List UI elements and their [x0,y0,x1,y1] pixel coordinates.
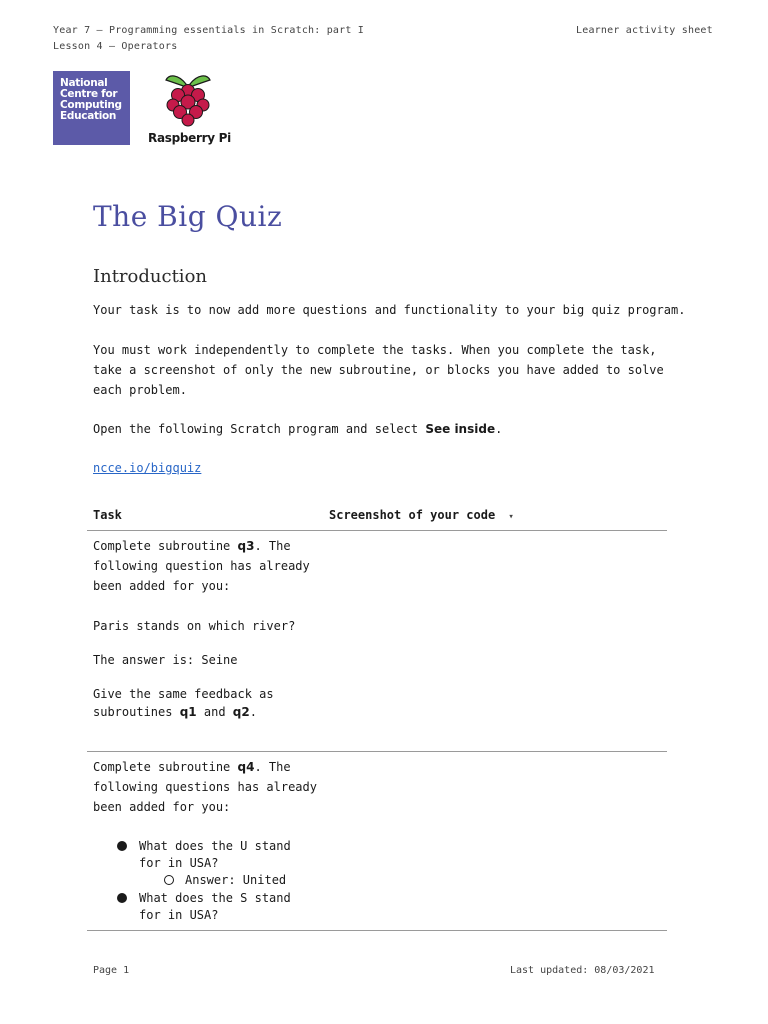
row1-feedback-line-2 [93,703,323,721]
row2-line-1 [93,757,323,777]
dropdown-arrow-icon: ▾ [508,512,514,522]
sub-list-item: Answer: United [185,873,287,887]
row1-text: Complete subroutine [93,539,238,553]
raspberry-pi-icon [160,70,216,128]
row2-line-2: following questions has already [93,780,317,794]
table-header-screenshot[interactable] [329,508,514,522]
header-course: Year 7 – Programming essentials in Scratch: part I [53,25,365,36]
row2-line-3: been added for you: [93,800,231,814]
row1-feedback-line-1: Give the same feedback as [93,687,274,701]
list-item-line: What does the S stand [139,891,291,905]
row2-text: . The [254,760,291,774]
ncce-logo-line: National [60,77,108,89]
row1-answer: The answer is: Seine [93,653,238,667]
raspberry-pi-label: Raspberry Pi [148,131,231,145]
row1-line-3: been added for you: [93,579,231,593]
table-bottom-divider [87,930,667,931]
row2-text: Complete subroutine [93,760,238,774]
table-row [93,757,323,817]
intro-paragraph-2-line: You must work independently to complete the tasks. When you complete the task, [93,343,657,357]
subroutine-name: q3 [237,539,255,553]
ncce-logo-line: Centre for [60,88,118,100]
list-item-line: for in USA? [139,908,219,922]
intro-paragraph-3-suffix: . [495,422,503,436]
intro-paragraph-2-line: each problem. [93,383,187,397]
subroutine-name: q1 [179,705,197,719]
bullet-disc-icon [117,841,127,851]
row1-text: subroutines [93,705,180,719]
intro-paragraph-1: Your task is to now add more questions and functionality to your big quiz program. [93,303,686,317]
row1-text: . [249,705,257,719]
header-lesson: Lesson 4 – Operators [53,41,178,52]
see-inside-text: See inside [425,422,496,436]
row1-line-1 [93,536,323,556]
list-item-line: What does the U stand [139,839,291,853]
list-item-line: for in USA? [139,856,219,870]
row1-text: and [196,705,233,719]
table-row-divider [87,751,667,752]
intro-paragraph-2 [93,340,693,400]
ncce-logo-line: Computing [60,99,122,111]
section-heading-introduction: Introduction [93,266,207,287]
ncce-logo [53,71,130,145]
table-row [93,536,323,721]
list-item [139,890,291,924]
header-sheet-type: Learner activity sheet [576,25,713,36]
subroutine-name: q4 [237,760,255,774]
last-updated: Last updated: 08/03/2021 [510,965,655,976]
intro-paragraph-3-prefix: Open the following Scratch program and select [93,422,426,436]
page-title: The Big Quiz [93,200,283,233]
row1-line-2: following question has already [93,559,310,573]
table-header-divider [87,530,667,531]
bullet-circle-icon [164,875,174,885]
row1-text: . The [254,539,291,553]
bigquiz-link[interactable]: ncce.io/bigquiz [93,461,202,475]
row1-question: Paris stands on which river? [93,619,296,633]
intro-paragraph-3 [93,419,693,439]
subroutine-name: q2 [232,705,250,719]
list-item [139,838,291,872]
intro-paragraph-2-line: take a screenshot of only the new subroutine, or blocks you have added to solve [93,363,664,377]
table-header-task: Task [93,508,122,522]
ncce-logo-line: Education [60,110,117,122]
page-number: Page 1 [93,965,130,976]
table-header-screenshot-label: Screenshot of your code [329,508,496,522]
bullet-disc-icon [117,893,127,903]
